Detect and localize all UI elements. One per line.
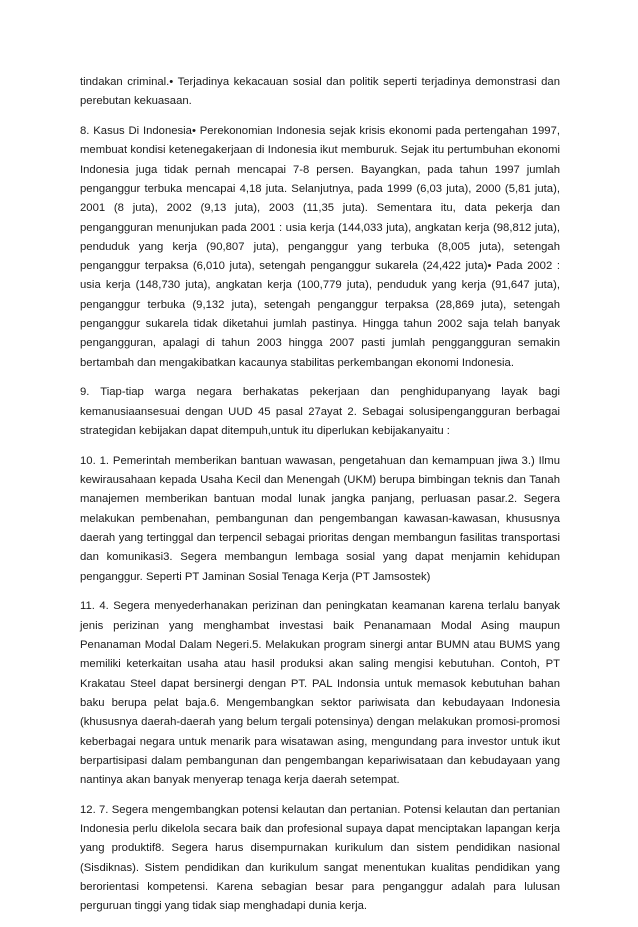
document-page (80, 73, 560, 927)
paragraph-solusi-7-8: 12. 7. Segera mengembangkan potensi kelautan dan pertanian. Potensi kelautan dan pertanian Indonesia perlu dikelola secara baik dan profesional supaya dapat menciptakan lapangan kerja yang produktif8. Segera harus disempurnakan kurikulum dan sistem pendidikan nasional (Sisdiknas). Sistem pendidikan dan kurikulum sangat menentukan kualitas pendidikan yang berorientasi kompetensi. Karena sebagian besar para penganggur adalah para lulusan perguruan tinggi yang tidak siap menghadapi dunia kerja. (80, 803, 560, 913)
paragraph-solusi-4-6: 11. 4. Segera menyederhanakan perizinan dan peningkatan keamanan karena terlalu banyak jenis perizinan yang menghambat investasi baik Penanamaan Modal Asing maupun Penanaman Modal Dalam Negeri.5. Melakukan program sinergi antar BUMN atau BUMS yang memiliki keterkaitan usaha atau hasil produksi akan saling mengisi kebutuhan. Contoh, PT Krakatau Steel dapat bersinergi dengan PT. PAL Indonsia untuk memasok kebutuhan bahan baku berupa pelat baja.6. Mengembangkan sektor pariwisata dan kebudayaan Indonesia (khususnya daerah-daerah yang belum tergali potensinya) dengan melakukan promosi-promosi keberbagai negara untuk menarik para wisatawan asing, mengundang para investor untuk ikut berpartisipasi dalam pembangunan dan pengembangan kepariwisataan dan kebudayaan yang nantinya akan banyak menyerap tenaga kerja daerah setempat. (80, 600, 560, 787)
paragraph-hak-pekerjaan: 9. Tiap-tiap warga negara berhakatas pekerjaan dan penghidupanyang layak bagi kemanusiaansesuai dengan UUD 45 pasal 27ayat 2. Sebagai solusipengangguran berbagai strategidan kebijakan dapat ditempuh,untuk itu diperlukan kebijakanyaitu : (80, 386, 560, 438)
paragraph-criminal-continuation: tindakan criminal.• Terjadinya kekacauan sosial dan politik seperti terjadinya demonstrasi dan perebutan kekuasaan. (80, 76, 560, 108)
paragraph-solusi-1-3: 10. 1. Pemerintah memberikan bantuan wawasan, pengetahuan dan kemampuan jiwa 3.) Ilmu kewirausahaan kepada Usaha Kecil dan Menengah (UKM) berupa bimbingan teknis dan Tanah manajemen memberikan bantuan modal lunak jangka panjang, perluasan pasar.2. Segera melakukan pembenahan, pembangunan dan pengembangan kawasan-kawasan, khususnya daerah yang tertinggal dan terpencil sebagai prioritas dengan membangun fasilitas transportasi dan komunikasi3. Segera membangun lembaga sosial yang dapat menjamin kehidupan penganggur. Seperti PT Jaminan Sosial Tenaga Kerja (PT Jamsostek) (80, 454, 560, 583)
paragraph-kasus-indonesia: 8. Kasus Di Indonesia• Perekonomian Indonesia sejak krisis ekonomi pada pertengahan 1997, membuat kondisi ketenegakerjaan di Indonesia ikut memburuk. Sejak itu pertumbuhan ekonomi Indonesia juga tidak pernah mencapai 7-8 persen. Bayangkan, pada tahun 1997 jumlah penganggur terbuka mencapai 4,18 juta. Selanjutnya, pada 1999 (6,03 juta), 2000 (5,81 juta), 2001 (8 juta), 2002 (9,13 juta), 2003 (11,35 juta). Sementara itu, data pekerja dan pengangguran menunjukan pada 2001 : usia kerja (144,033 juta), angkatan kerja (98,812 juta), penduduk yang kerja (90,807 juta), penganggur yang terbuka (8,005 juta), setengah penganggur terpaksa (6,010 juta), setengah penganggur sukarela (24,422 juta)• Pada 2002 : usia kerja (148,730 juta), angkatan kerja (100,779 juta), penduduk yang kerja (91,647 juta), penganggur terbuka (9,132 juta), setengah penganggur terpaksa (28,869 juta), setengah penganggur sukarela tidak diketahui jumlah pastinya. Hingga tahun 2002 saja telah banyak pengangguran, apalagi di tahun 2003 hingga 2007 pasti jumlah penggangguran semakin bertambah dan mengakibatkan kacaunya stabilitas perkembangan ekonomi Indonesia. (80, 125, 560, 369)
